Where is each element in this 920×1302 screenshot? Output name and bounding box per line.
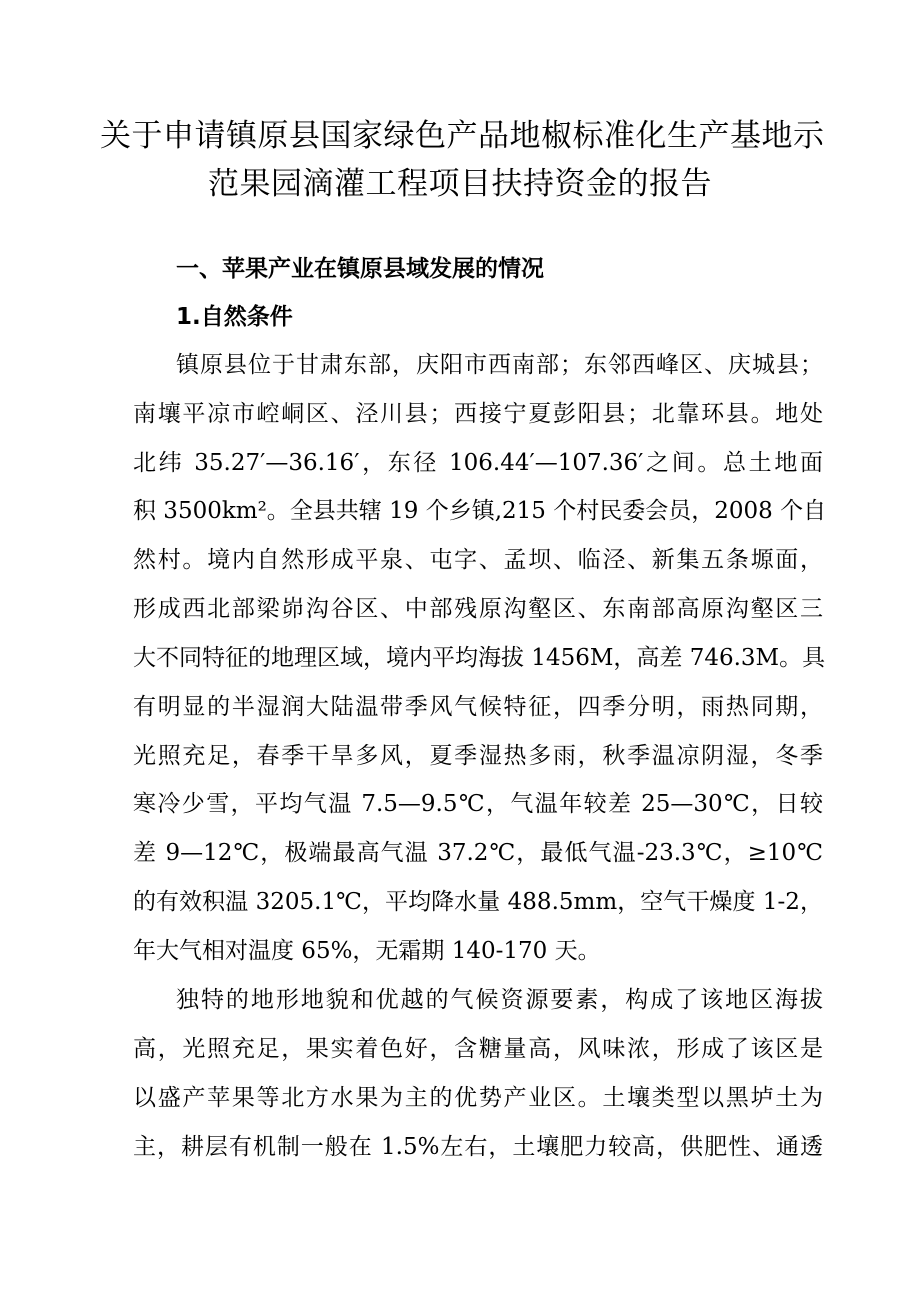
- paragraph-2-line: 以盛产苹果等北方水果为主的优势产业区。土壤类型以黑垆土为: [133, 1085, 823, 1111]
- paragraph-1-line: 然村。境内自然形成平泉、屯字、孟坝、临泾、新集五条塬面，: [133, 547, 823, 573]
- paragraph-1-line: 年大气相对温度 65%，无霜期 140-170 天。: [133, 938, 601, 964]
- paragraph-1-line: 的有效积温 3205.1℃，平均降水量 488.5mm，空气干燥度 1-2，: [133, 889, 823, 915]
- document-title-line-1: 关于申请镇原县国家绿色产品地椒标准化生产基地示: [100, 118, 825, 154]
- paragraph-1-line: 形成西北部梁峁沟谷区、中部残原沟壑区、东南部高原沟壑区三: [133, 596, 823, 622]
- paragraph-1-line: 北纬 35.27′—36.16′，东径 106.44′—107.36′之间。总土地面: [133, 450, 823, 476]
- paragraph-1-line: 南壤平凉市崆峒区、泾川县；西接宁夏彭阳县；北靠环县。地处: [133, 401, 823, 427]
- paragraph-2-line: 高，光照充足，果实着色好，含糖量高，风味浓，形成了该区是: [133, 1036, 823, 1062]
- paragraph-1-line: 寒冷少雪，平均气温 7.5—9.5℃，气温年较差 25—30℃，日较: [133, 791, 823, 817]
- paragraph-1-line: 光照充足，春季干旱多风，夏季湿热多雨，秋季温凉阴湿，冬季: [133, 743, 823, 769]
- section-heading: 一、苹果产业在镇原县域发展的情况: [176, 256, 544, 282]
- paragraph-1-line: 大不同特征的地理区域，境内平均海拔 1456M，高差 746.3M。具: [133, 645, 826, 671]
- paragraph-2-line: 主，耕层有机制一般在 1.5%左右，土壤肥力较高，供肥性、通透: [133, 1134, 823, 1160]
- document-title-line-2: 范果园滴灌工程项目扶持资金的报告: [208, 166, 712, 202]
- paragraph-2-line: 独特的地形地貌和优越的气候资源要素，构成了该地区海拔: [176, 987, 823, 1013]
- paragraph-1-line: 镇原县位于甘肃东部，庆阳市西南部；东邻西峰区、庆城县；: [176, 352, 823, 378]
- paragraph-1-line: 差 9—12℃，极端最高气温 37.2℃，最低气温-23.3℃，≥10℃: [133, 840, 823, 866]
- paragraph-1-line: 有明显的半湿润大陆温带季风气候特征，四季分明，雨热同期，: [133, 694, 823, 720]
- subsection-heading: 1.自然条件: [176, 304, 293, 330]
- paragraph-1-line: 积 3500km²。全县共辖 19 个乡镇,215 个村民委会员，2008 个自: [133, 498, 827, 524]
